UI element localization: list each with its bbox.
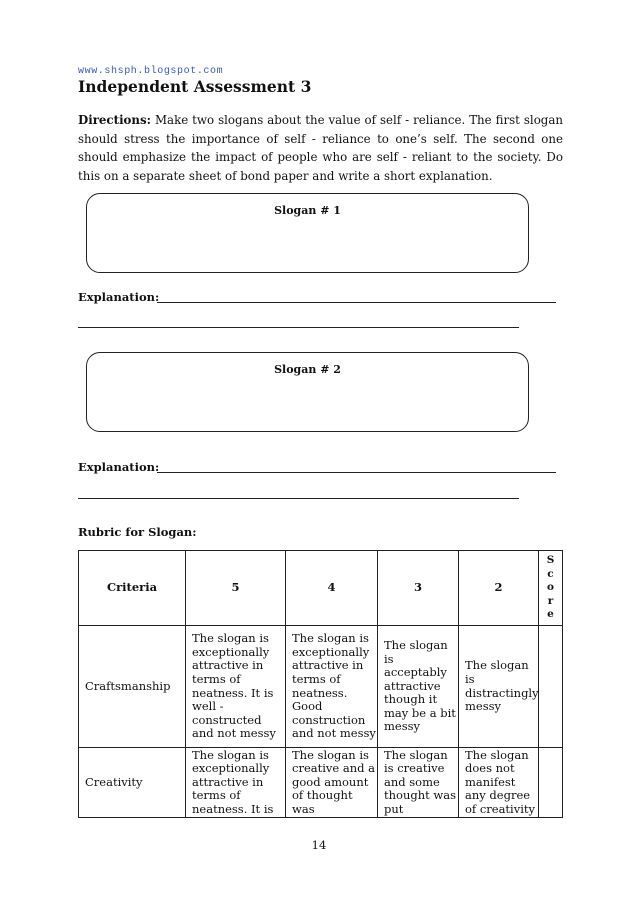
explanation-1-line-2: [78, 327, 519, 328]
explanation-2-label: Explanation:: [78, 460, 160, 474]
cell-2: The slogan does not manifest any degree of creativity: [459, 748, 539, 818]
cell-4: The slogan is creative and a good amount of thought was: [286, 748, 378, 818]
rubric-title: Rubric for Slogan:: [78, 525, 197, 539]
rubric-table: [78, 550, 563, 818]
score-cell: [539, 748, 563, 818]
slogan-1-label: Slogan # 1: [274, 204, 341, 217]
rubric-header-row: [79, 551, 563, 626]
header-score: [539, 551, 563, 626]
explanation-1-label: Explanation:: [78, 290, 160, 304]
slogan-2-label: Slogan # 2: [274, 363, 341, 376]
header-4: 4: [286, 551, 378, 626]
criteria-cell: Creativity: [79, 748, 186, 818]
header-2: 2: [459, 551, 539, 626]
explanation-2-line-2: [78, 498, 519, 499]
score-cell: [539, 626, 563, 748]
cell-2: The slogan is distractingly messy: [459, 626, 539, 748]
header-5: 5: [186, 551, 286, 626]
page-title: Independent Assessment 3: [78, 77, 312, 96]
cell-3: The slogan is creative and some thought was put: [378, 748, 459, 818]
score-letter: r: [547, 594, 554, 607]
directions-label: Directions:: [78, 113, 151, 127]
watermark: www.shsph.blogspot.com: [78, 66, 224, 77]
page-number: 14: [311, 838, 327, 852]
cell-4: The slogan is exceptionally attractive in terms of neatness. Good construction and not messy: [286, 626, 378, 748]
slogan-1-box: [86, 193, 529, 273]
score-letter: S: [546, 554, 555, 567]
explanation-2-line: [157, 472, 556, 473]
cell-5: The slogan is exceptionally attractive in terms of neatness. It is: [186, 748, 286, 818]
directions-text: Make two slogans about the value of self - reliance. The first slogan should stress the importance of self - reliance to one’s self. The second one should emphasize the impact of people who are self - reliant to the society. Do this on a separate sheet of bond paper and write a short explanation.: [78, 113, 563, 183]
score-letter: o: [546, 581, 554, 594]
rubric-row-craftsmanship: [79, 626, 563, 748]
score-letter: c: [547, 567, 554, 580]
explanation-1-line: [157, 302, 556, 303]
criteria-cell: Craftsmanship: [79, 626, 186, 748]
rubric-row-creativity: [79, 748, 563, 818]
slogan-2-box: [86, 352, 529, 432]
score-letter: e: [547, 608, 554, 621]
cell-5: The slogan is exceptionally attractive in terms of neatness. It is well - constructed and not messy: [186, 626, 286, 748]
header-3: 3: [378, 551, 459, 626]
cell-3: The slogan is acceptably attractive though it may be a bit messy: [378, 626, 459, 748]
directions-paragraph: [78, 111, 563, 185]
header-criteria: Criteria: [79, 551, 186, 626]
